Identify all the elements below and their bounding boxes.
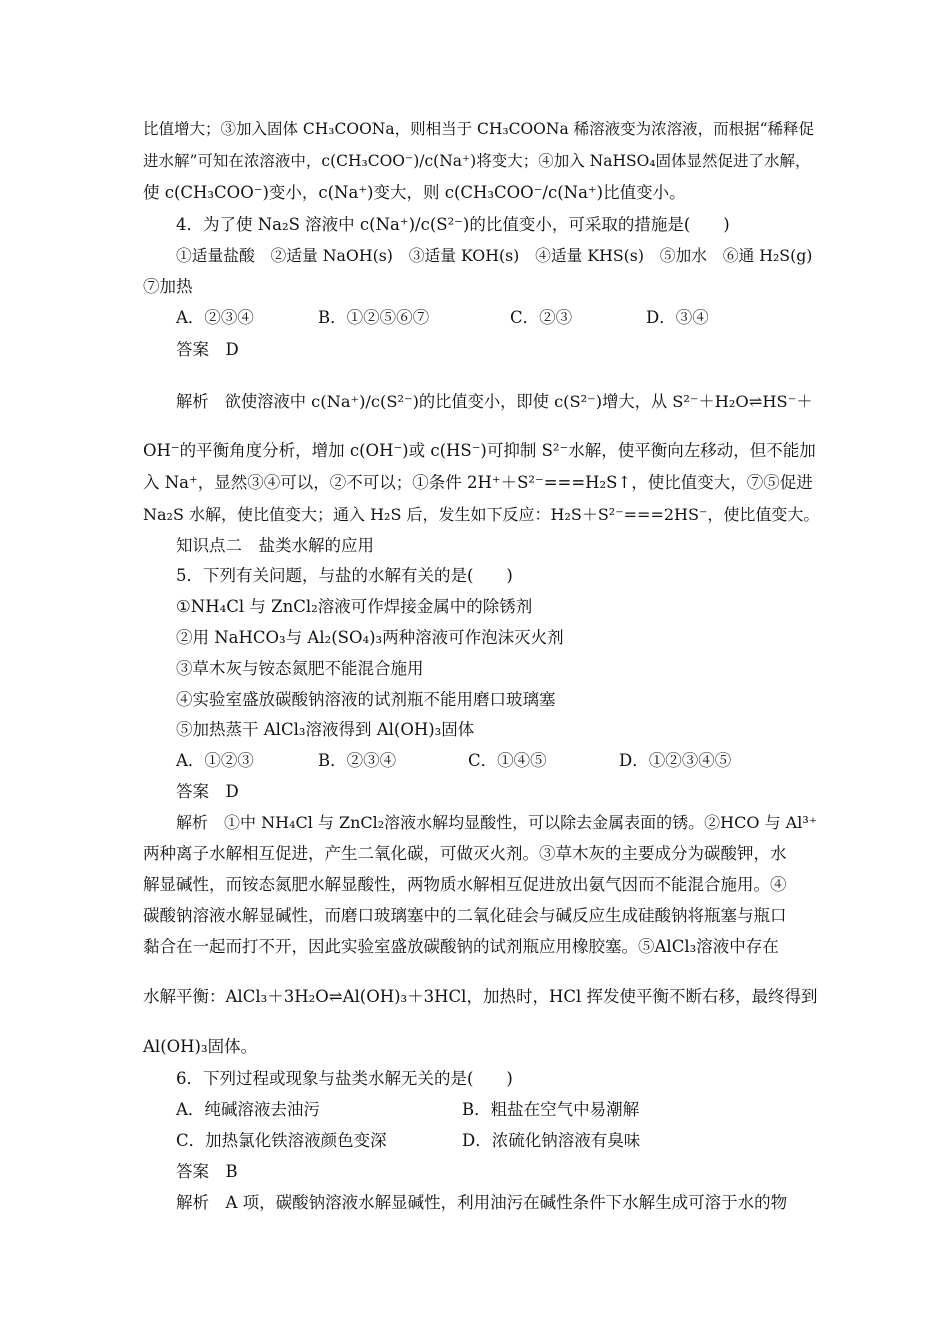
q5-option-a: A．①②③ — [176, 751, 254, 770]
q6-option-a: A．纯碱溶液去油污 — [176, 1100, 320, 1119]
q5-answer: 答案 D — [176, 782, 239, 801]
q4-explanation: 解析 欲使溶液中 c(Na⁺)/c(S²⁻)的比值变小，即使 c(S²⁻)增大，从 S²⁻＋H₂O⇌HS⁻＋ — [176, 392, 813, 411]
paragraph-line: 解显碱性，而铵态氮肥水解显酸性，两物质水解相互促进放出氨气因而不能混合施用。④ — [143, 875, 787, 894]
q5-item-1: ①NH₄Cl 与 ZnCl₂溶液可作焊接金属中的除锈剂 — [176, 597, 533, 616]
paragraph-line: 碳酸钠溶液水解显碱性，而磨口玻璃塞中的二氧化硅会与碱反应生成硅酸钠将瓶塞与瓶口 — [143, 906, 787, 925]
paragraph-line: 比值增大；③加入固体 CH₃COONa，则相当于 CH₃COONa 稀溶液变为浓溶液，而根据“稀释促 — [143, 120, 815, 138]
paragraph-line: 入 Na⁺，显然③④可以，②不可以；①条件 2H⁺＋S²⁻===H₂S↑，使比值变大，⑦⑤促进 — [143, 473, 813, 492]
q4-option-d: D．③④ — [646, 308, 709, 327]
paragraph-line: Al(OH)₃固体。 — [143, 1037, 258, 1056]
q5-option-b: B．②③④ — [318, 751, 397, 770]
q5-item-4: ④实验室盛放碳酸钠溶液的试剂瓶不能用磨口玻璃塞 — [176, 690, 556, 709]
q6-option-b: B．粗盐在空气中易潮解 — [462, 1100, 640, 1119]
question-5-stem: 5．下列有关问题，与盐的水解有关的是( ) — [176, 566, 513, 585]
paragraph-line: 进水解”可知在浓溶液中，c(CH₃COO⁻)/c(Na⁺)将变大；④加入 NaHSO₄固体显然促进了水解， — [143, 152, 811, 170]
q5-option-d: D．①②③④⑤ — [619, 751, 732, 770]
q5-option-c: C．①④⑤ — [468, 751, 547, 770]
paragraph-line: Na₂S 水解，使比值变大；通入 H₂S 后，发生如下反应：H₂S＋S²⁻===2HS⁻，使比值变大。 — [143, 505, 820, 524]
q5-item-3: ③草木灰与铵态氮肥不能混合施用 — [176, 659, 424, 678]
q5-explanation: 解析 ①中 NH₄Cl 与 ZnCl₂溶液水解均显酸性，可以除去金属表面的锈。②HCO 与 Al³⁺ — [176, 813, 818, 832]
q6-explanation: 解析 A 项，碳酸钠溶液水解显碱性，利用油污在碱性条件下水解生成可溶于水的物 — [176, 1193, 788, 1212]
paragraph-line: 使 c(CH₃COO⁻)变小，c(Na⁺)变大，则 c(CH₃COO⁻/c(Na⁺)比值变小。 — [143, 183, 686, 202]
paragraph-line: OH⁻的平衡角度分析，增加 c(OH⁻)或 c(HS⁻)可抑制 S²⁻水解，使平衡向左移动，但不能加 — [143, 441, 816, 460]
question-4-stem: 4．为了使 Na₂S 溶液中 c(Na⁺)/c(S²⁻)的比值变小，可采取的措施是( ) — [176, 215, 730, 234]
q6-option-d: D．浓硫化钠溶液有臭味 — [462, 1131, 641, 1150]
paragraph-line: 水解平衡：AlCl₃＋3H₂O⇌Al(OH)₃＋3HCl，加热时，HCl 挥发使平衡不断右移，最终得到 — [143, 987, 818, 1006]
q6-option-c: C．加热氯化铁溶液颜色变深 — [176, 1131, 387, 1150]
q5-item-2: ②用 NaHCO₃与 Al₂(SO₄)₃两种溶液可作泡沫灭火剂 — [176, 628, 564, 647]
q4-answer: 答案 D — [176, 340, 239, 359]
question-4-items: ①适量盐酸 ②适量 NaOH(s) ③适量 KOH(s) ④适量 KHS(s) ⑤加水 ⑥通 H₂S(g) — [176, 246, 813, 265]
section-heading: 知识点二 盐类水解的应用 — [176, 536, 374, 555]
question-6-stem: 6．下列过程或现象与盐类水解无关的是( ) — [176, 1069, 513, 1088]
paragraph-line: 两种离子水解相互促进，产生二氧化碳，可做灭火剂。③草木灰的主要成分为碳酸钾，水 — [143, 844, 787, 863]
q4-option-c: C．②③ — [510, 308, 573, 327]
q4-option-a: A．②③④ — [176, 308, 254, 327]
question-4-items-cont: ⑦加热 — [143, 277, 193, 296]
q6-answer: 答案 B — [176, 1162, 238, 1181]
q5-item-5: ⑤加热蒸干 AlCl₃溶液得到 Al(OH)₃固体 — [176, 720, 475, 739]
paragraph-line: 黏合在一起而打不开，因此实验室盛放碳酸钠的试剂瓶应用橡胶塞。⑤AlCl₃溶液中存在 — [143, 937, 779, 956]
q4-option-b: B．①②⑤⑥⑦ — [318, 308, 430, 327]
